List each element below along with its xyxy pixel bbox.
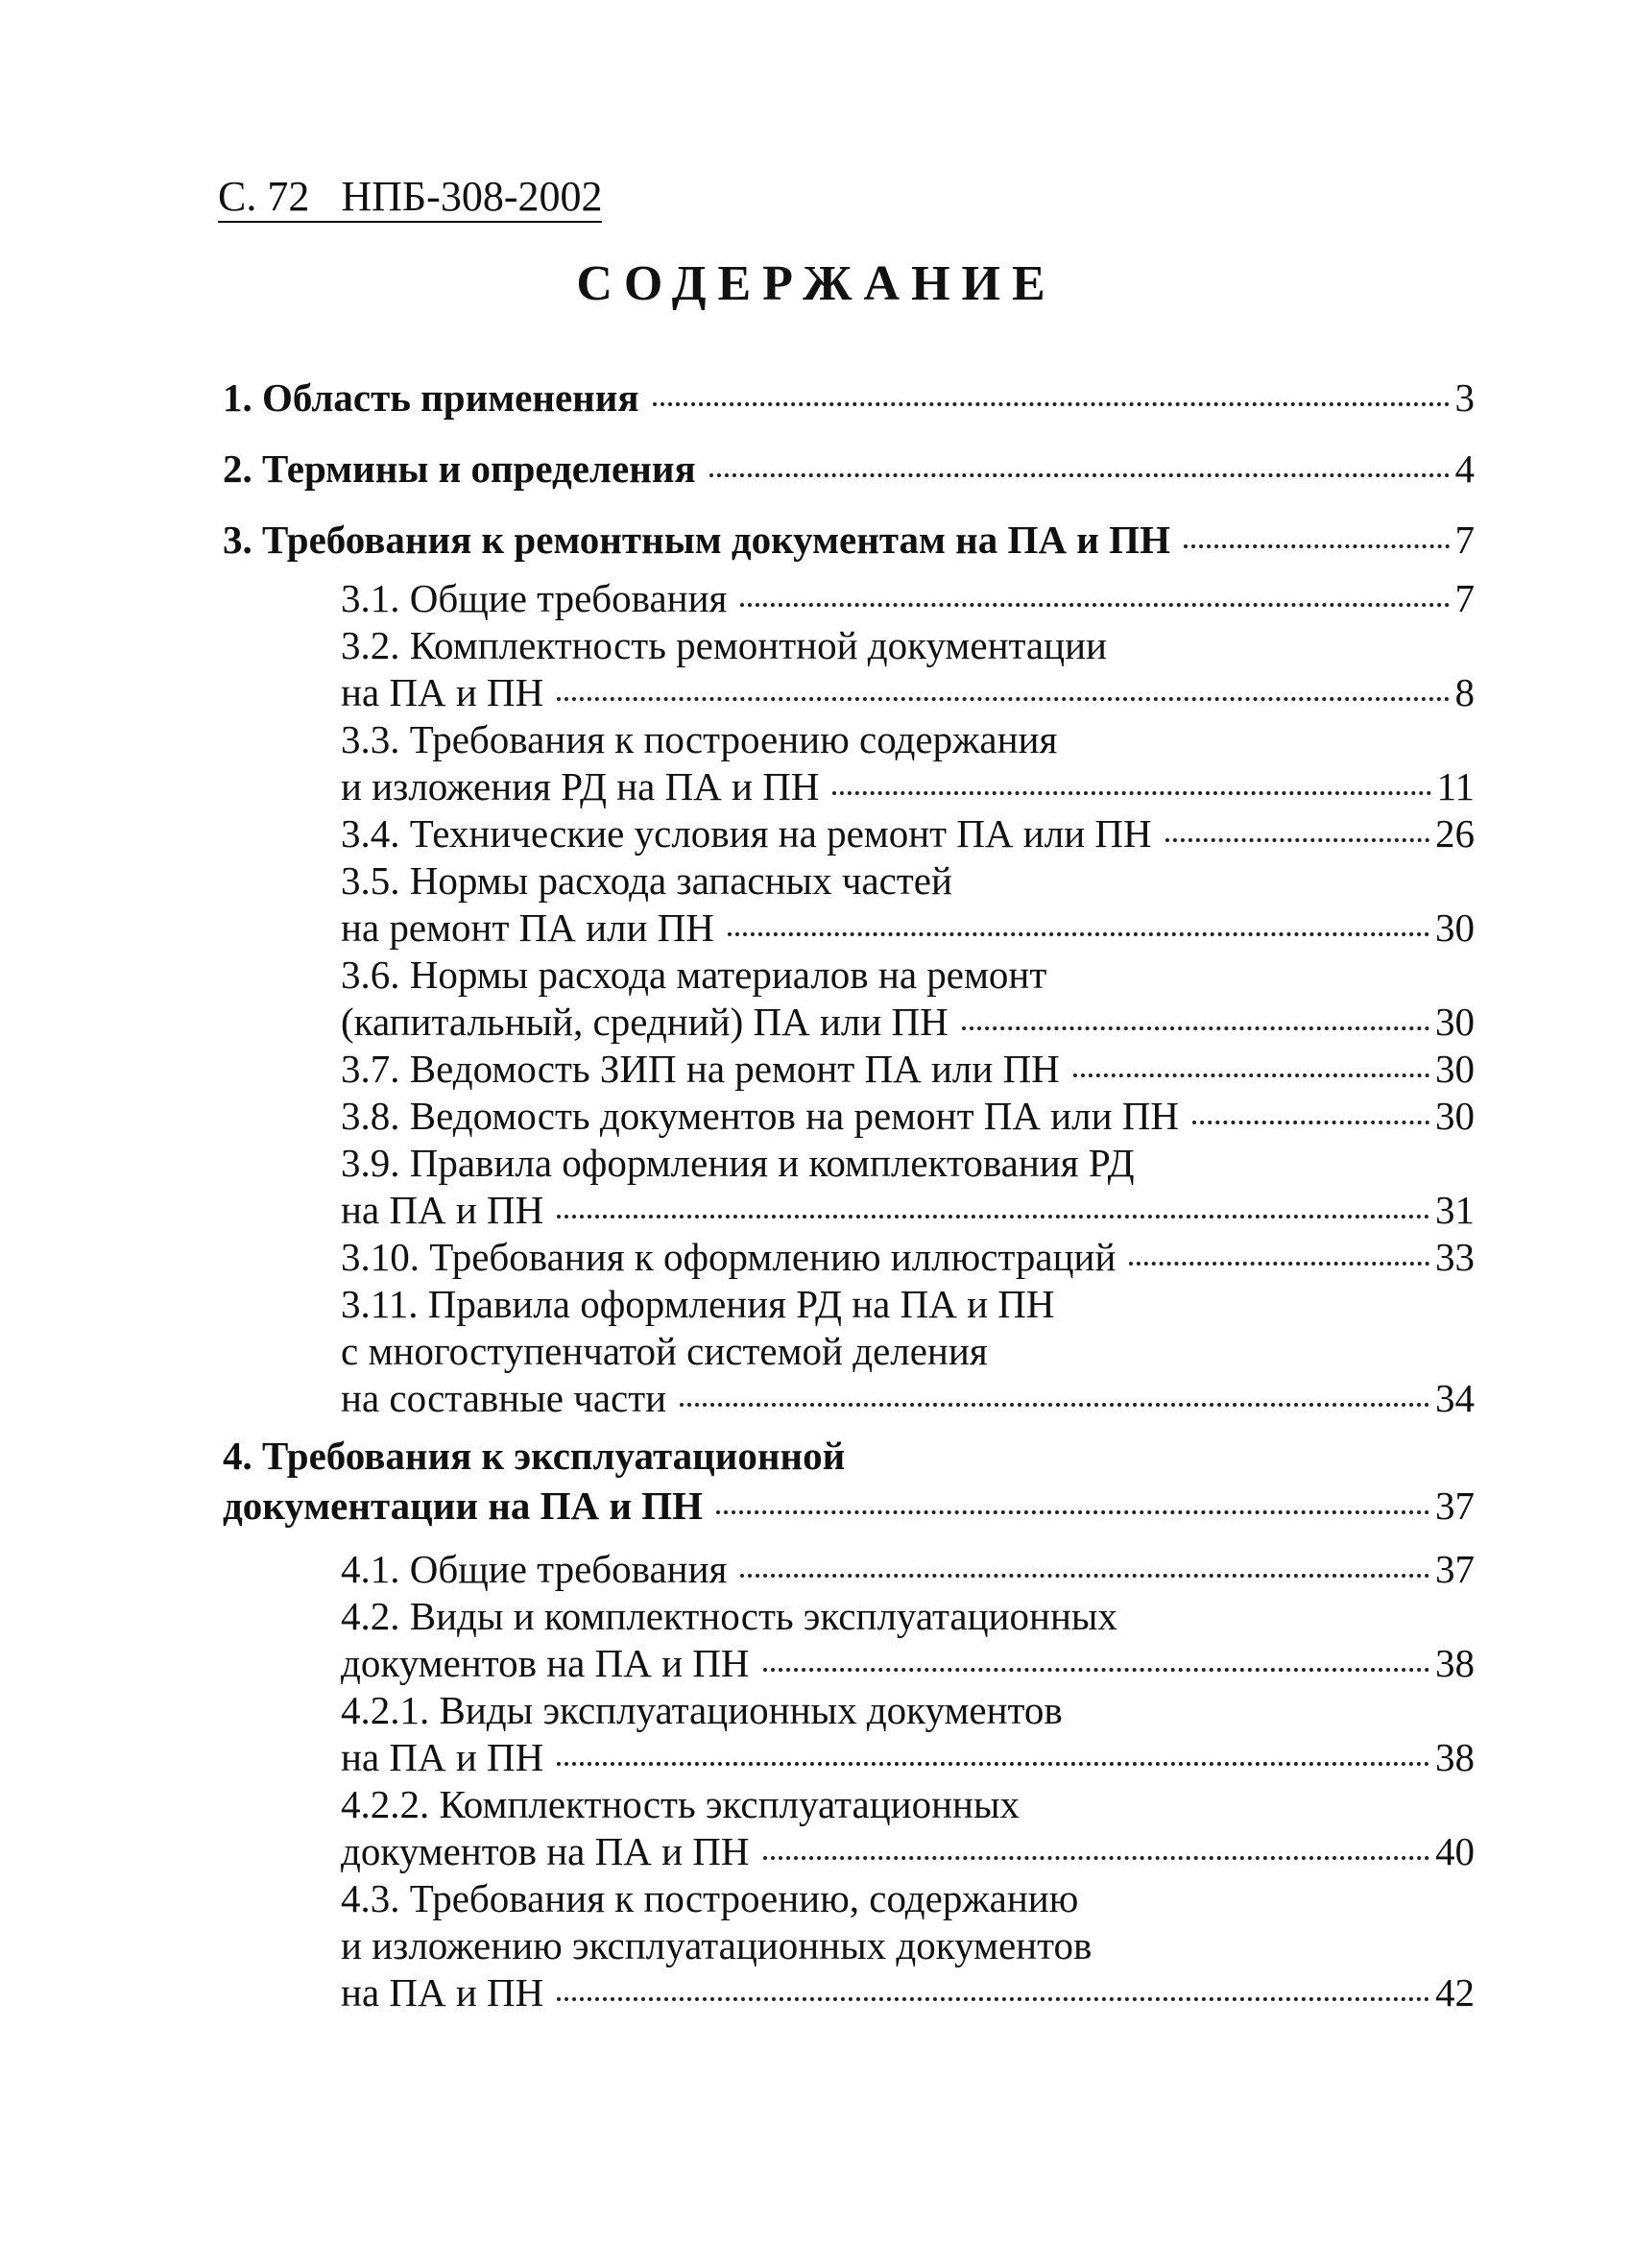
- toc-entry-4-2-2: [341, 1827, 1475, 1875]
- toc-label: на ремонт ПА или ПН: [341, 905, 714, 950]
- toc-page-number: 31: [1435, 1188, 1475, 1232]
- toc-label: 4. Требования к эксплуатационной: [223, 1434, 846, 1478]
- toc-entry-4-1: [341, 1545, 1475, 1593]
- dot-leader: [653, 401, 1450, 406]
- toc-entry-3-2: [341, 668, 1475, 716]
- toc-page-number: 37: [1435, 1547, 1475, 1591]
- dot-leader: [709, 472, 1450, 477]
- toc-page-number: 34: [1435, 1376, 1475, 1420]
- toc-page-number: 38: [1435, 1641, 1475, 1685]
- toc-page-number: 30: [1435, 1047, 1475, 1091]
- dot-leader: [557, 1761, 1429, 1766]
- toc-entry-3-4: [341, 809, 1475, 857]
- toc-label: на ПА и ПН: [341, 1735, 544, 1779]
- toc-entry-3-1: [341, 574, 1475, 622]
- toc-label: на ПА и ПН: [341, 670, 544, 714]
- toc-page-number: 3: [1454, 375, 1475, 420]
- toc-page-number: 11: [1436, 764, 1475, 808]
- toc-label: 3.4. Технические условия на ремонт ПА или ПН: [341, 811, 1152, 856]
- dot-leader: [728, 931, 1429, 936]
- toc-label: 4.2.1. Виды эксплуатационных документов: [341, 1688, 1063, 1732]
- toc-page-number: 8: [1454, 670, 1475, 714]
- page-label: С. 72: [218, 173, 310, 220]
- toc-entry-4: [223, 1482, 1475, 1530]
- toc-entry-4-3-line-2: [341, 1921, 1475, 1969]
- toc-label: 4.2. Виды и комплектность эксплуатационных: [341, 1594, 1117, 1638]
- toc-label: документации на ПА и ПН: [223, 1484, 704, 1528]
- toc-entry-3-11-line-1: [341, 1280, 1475, 1328]
- toc-entry-3: [223, 516, 1475, 564]
- toc-entry-4-2-line-1: [341, 1592, 1475, 1640]
- toc-page-number: 37: [1435, 1484, 1475, 1528]
- toc-label: 3.6. Нормы расхода материалов на ремонт: [341, 953, 1047, 997]
- toc-entry-3-5-line-1: [341, 857, 1475, 905]
- toc-page-number: 30: [1435, 905, 1475, 950]
- toc-entry-4-line-1: [223, 1432, 1475, 1480]
- toc-page-number: 33: [1435, 1235, 1475, 1279]
- toc-entry-4-2-2-line-1: [341, 1780, 1475, 1828]
- toc-label: с многоступенчатой системой деления: [341, 1329, 988, 1373]
- dot-leader: [557, 1214, 1429, 1218]
- toc-label: на составные части: [341, 1376, 667, 1420]
- toc-label: документов на ПА и ПН: [341, 1829, 750, 1873]
- toc-entry-4-3: [341, 1968, 1475, 2016]
- toc-label: 4.3. Требования к построению, содержанию: [341, 1876, 1079, 1920]
- toc-page-number: 26: [1435, 811, 1475, 856]
- dot-leader: [1165, 837, 1429, 842]
- toc-label: и изложению эксплуатационных документов: [341, 1923, 1093, 1967]
- dot-leader: [763, 1667, 1430, 1672]
- toc-label: 4.2.2. Комплектность эксплуатационных: [341, 1782, 1021, 1826]
- toc-page-number: 7: [1454, 518, 1475, 562]
- toc-entry-3-2-line-1: [341, 621, 1475, 669]
- toc-entry-3-11: [341, 1374, 1475, 1422]
- toc-page-number: 7: [1454, 576, 1475, 620]
- toc-entry-4-3-line-1: [341, 1874, 1475, 1922]
- dot-leader: [680, 1402, 1429, 1407]
- dot-leader: [740, 602, 1449, 607]
- document-code: НПБ-308-2002: [341, 173, 603, 220]
- dot-leader: [1184, 543, 1450, 548]
- dot-leader: [763, 1855, 1430, 1860]
- toc-label: 3.3. Требования к построению содержания: [341, 717, 1058, 761]
- dot-leader: [716, 1509, 1429, 1514]
- dot-leader: [557, 696, 1449, 701]
- toc-entry-3-9: [341, 1186, 1475, 1234]
- dot-leader: [832, 790, 1430, 795]
- toc-label: на ПА и ПН: [341, 1970, 544, 2015]
- toc-label: 3.2. Комплектность ремонтной документации: [341, 623, 1107, 667]
- toc-label: 3.9. Правила оформления и комплектования РД: [341, 1141, 1135, 1185]
- toc-entry-4-2: [341, 1639, 1475, 1687]
- toc-entry-3-6-line-1: [341, 951, 1475, 999]
- dot-leader: [1129, 1261, 1429, 1266]
- dot-leader: [740, 1573, 1429, 1578]
- toc-label: 4.1. Общие требования: [341, 1547, 728, 1591]
- toc-entry-3-7: [341, 1045, 1475, 1093]
- toc-page-number: 40: [1435, 1829, 1475, 1873]
- dot-leader: [962, 1025, 1429, 1030]
- toc-entry-2: [223, 445, 1475, 493]
- toc-entry-3-3: [341, 762, 1475, 810]
- toc-label: (капитальный, средний) ПА или ПН: [341, 1000, 949, 1044]
- toc-entry-4-2-1: [341, 1733, 1475, 1781]
- toc-entry-3-5: [341, 904, 1475, 952]
- toc-entry-1: [223, 374, 1475, 422]
- toc-entry-3-11-line-2: [341, 1327, 1475, 1375]
- toc-entry-3-6: [341, 998, 1475, 1046]
- toc-label: 3.1. Общие требования: [341, 576, 728, 620]
- toc-page-number: 30: [1435, 1000, 1475, 1044]
- toc-label: 3.11. Правила оформления РД на ПА и ПН: [341, 1282, 1055, 1326]
- toc-label: на ПА и ПН: [341, 1188, 544, 1232]
- toc-entry-3-10: [341, 1233, 1475, 1281]
- toc-label: 3.10. Требования к оформлению иллюстраций: [341, 1235, 1117, 1279]
- toc-page-number: 30: [1435, 1094, 1475, 1138]
- toc-label: 3.5. Нормы расхода запасных частей: [341, 858, 952, 903]
- toc-page-number: 4: [1454, 446, 1475, 491]
- toc-label: документов на ПА и ПН: [341, 1641, 750, 1685]
- dot-leader: [1192, 1120, 1429, 1124]
- contents-title: СОДЕРЖАНИЕ: [576, 256, 1057, 311]
- toc-entry-3-9-line-1: [341, 1139, 1475, 1187]
- dot-leader: [557, 1996, 1429, 2001]
- toc-entry-4-2-1-line-1: [341, 1686, 1475, 1734]
- toc-page-number: 42: [1435, 1970, 1475, 2015]
- dot-leader: [1073, 1073, 1429, 1077]
- toc-label: 1. Область применения: [223, 375, 639, 420]
- toc-label: и изложения РД на ПА и ПН: [341, 764, 820, 808]
- toc-entry-3-8: [341, 1092, 1475, 1140]
- toc-label: 3.8. Ведомость документов на ремонт ПА или ПН: [341, 1094, 1180, 1138]
- toc-page-number: 38: [1435, 1735, 1475, 1779]
- toc-label: 3. Требования к ремонтным документам на ПА и ПН: [223, 518, 1170, 562]
- toc-label: 2. Термины и определения: [223, 446, 696, 491]
- toc-entry-3-3-line-1: [341, 715, 1475, 763]
- toc-label: 3.7. Ведомость ЗИП на ремонт ПА или ПН: [341, 1047, 1060, 1091]
